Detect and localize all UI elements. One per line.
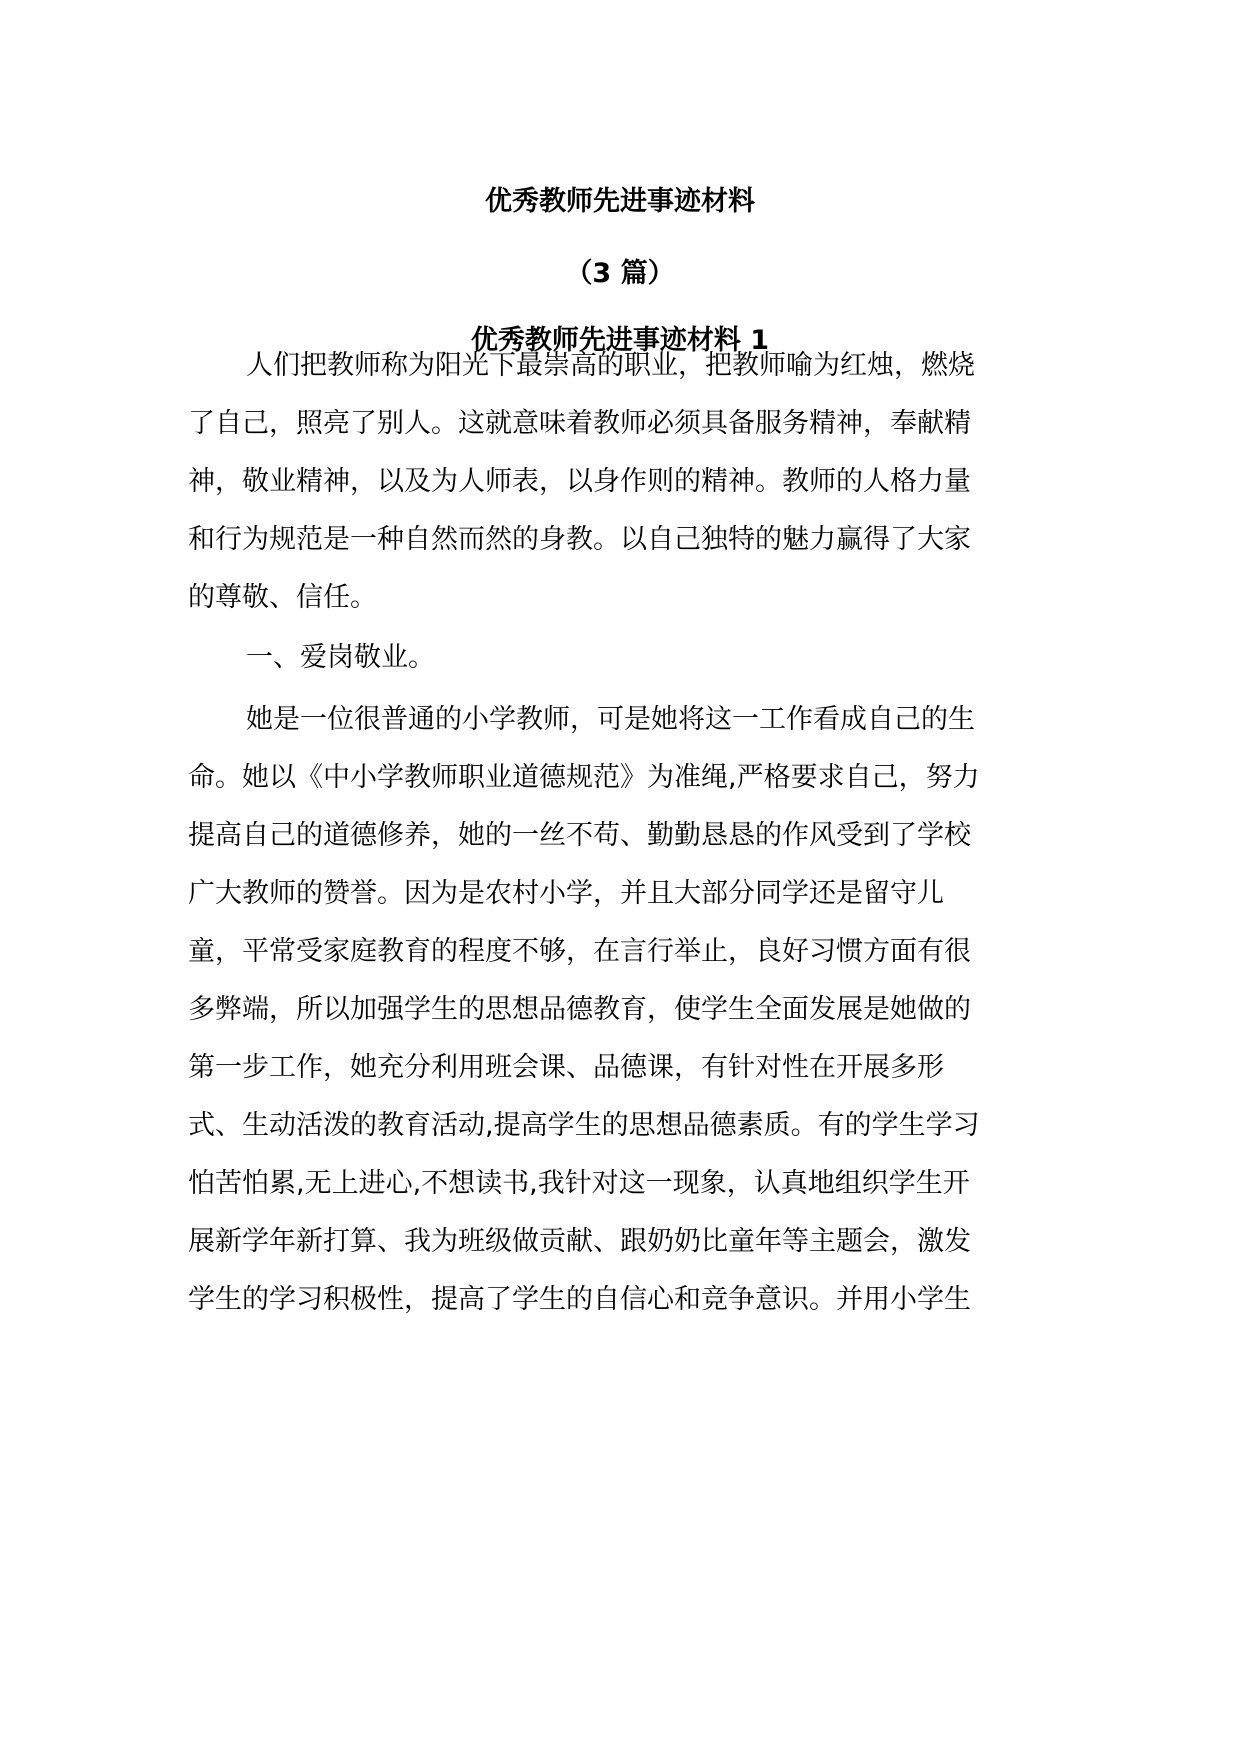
paragraph-1-line: 的尊敬、信任。 [188,582,377,613]
subsection-heading: 一、爱岗敬业。 [246,642,435,673]
paragraph-2-line: 广大教师的赞誉。因为是农村小学，并且大部分同学还是留守儿 [188,878,944,909]
paragraph-1-line: 人们把教师称为阳光下最崇高的职业，把教师喻为红烛，燃烧 [246,350,975,381]
paragraph-1-line: 和行为规范是一种自然而然的身教。以自己独特的魅力赢得了大家 [188,524,971,555]
paragraph-2-line: 多弊端，所以加强学生的思想品德教育，使学生全面发展是她做的 [188,994,971,1025]
paragraph-2-line: 第一步工作，她充分利用班会课、品德课，有针对性在开展多形 [188,1052,944,1083]
document-subtitle: （3 篇） [565,258,675,289]
document-title: 优秀教师先进事迹材料 [485,186,755,217]
paragraph-2-line: 提高自己的道德修养，她的一丝不苟、勤勤恳恳的作风受到了学校 [188,820,971,851]
paragraph-2-line: 式、生动活泼的教育活动,提高学生的思想品德素质。有的学生学习 [188,1110,980,1141]
paragraph-2-line: 童，平常受家庭教育的程度不够，在言行举止，良好习惯方面有很 [188,936,971,967]
paragraph-2-line: 命。她以《中小学教师职业道德规范》为准绳,严格要求自己，努力 [188,762,980,793]
section-title: 优秀教师先进事迹材料 1 [470,325,770,356]
paragraph-2-line: 怕苦怕累,无上进心,不想读书,我针对这一现象，认真地组织学生开 [188,1168,970,1199]
paragraph-1-line: 了自己，照亮了别人。这就意味着教师必须具备服务精神，奉献精 [188,408,971,439]
paragraph-1-line: 神，敬业精神，以及为人师表，以身作则的精神。教师的人格力量 [188,466,971,497]
paragraph-2-line: 学生的学习积极性，提高了学生的自信心和竞争意识。并用小学生 [188,1284,971,1315]
paragraph-2-line: 她是一位很普通的小学教师，可是她将这一工作看成自己的生 [246,704,975,735]
paragraph-2-line: 展新学年新打算、我为班级做贡献、跟奶奶比童年等主题会，激发 [188,1226,971,1257]
